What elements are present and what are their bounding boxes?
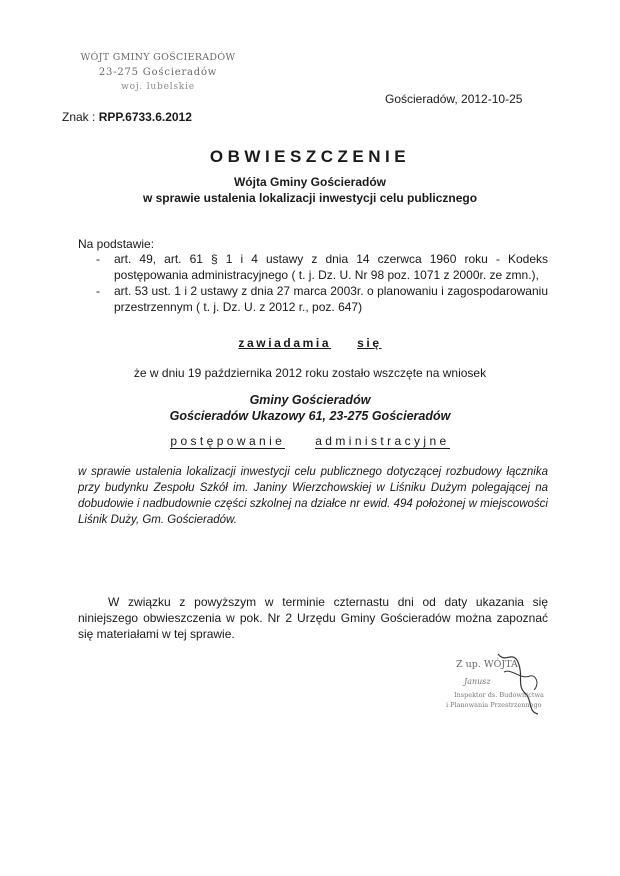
- investment-description: w sprawie ustalenia lokalizacji inwestycji celu publicznego dotyczącej rozbudowy łącznika przy budynku Zespołu Szkół im. Janiny Wierzchowskiej w Liśniku Dużym polegającej na dobudowie i nadbudownie części szkolnej na działce nr ewid. 494 położonej w miejscowości Liśnik Duży, Gm. Gościeradów.: [78, 466, 548, 526]
- signature-stamp-position: Inspektor ds. Budownictwa: [454, 691, 544, 699]
- notification-word-notifies: zawiadamia: [238, 336, 332, 350]
- legal-basis-item: [96, 251, 548, 283]
- document-subtitle-subject: w sprawie ustalenia lokalizacji inwestycji celu publicznego: [142, 191, 478, 205]
- reference: [62, 110, 192, 124]
- signature-stamp-name: Janusz: [464, 677, 491, 686]
- reference-label: Znak :: [62, 110, 96, 124]
- legal-basis-item: [96, 283, 548, 315]
- proceeding-heading: [0, 434, 620, 448]
- legal-basis-text: art. 49, art. 61 § 1 i 4 ustawy z dnia 14 czerwca 1960 roku - Kodeks postępowania administracyjnego ( t. j. Dz. U. Nr 98 poz. 1071 z 2000r. ze zmn.),: [114, 252, 548, 282]
- signature-stamp-authority: Z up. WÓJTA: [456, 659, 518, 670]
- stamp-line-region: woj. lubelskie: [121, 82, 195, 92]
- notification-heading: [0, 336, 620, 350]
- document-subtitle-issuer: Wójta Gminy Gościeradów: [233, 175, 387, 189]
- list-dash: -: [96, 284, 100, 298]
- notification-word-reflexive: się: [357, 336, 382, 350]
- reference-number: RPP.6733.6.2012: [98, 110, 192, 124]
- proceeding-started-text: że w dniu 19 października 2012 roku zostało wszczęte na wniosek: [133, 366, 487, 380]
- applicant-address: Gościeradów Ukazowy 61, 23-275 Gościeradów: [169, 409, 451, 423]
- stamp-line-office: WÓJT GMINY GOŚCIERADÓW: [80, 52, 236, 63]
- signature-stamp: [446, 650, 576, 720]
- applicant-name: Gminy Gościeradów: [249, 393, 371, 407]
- document-title: OBWIESZCZENIE: [209, 147, 411, 166]
- proceeding-word-administrative: administracyjne: [315, 434, 450, 448]
- office-stamp: [78, 50, 238, 95]
- legal-basis-list: [96, 251, 548, 315]
- proceeding-word-proceeding: postępowanie: [170, 434, 286, 448]
- list-dash: -: [96, 252, 100, 266]
- legal-basis-label: Na podstawie:: [78, 237, 155, 251]
- legal-basis-text: art. 53 ust. 1 i 2 ustawy z dnia 27 marca 2003r. o planowaniu i zagospodarowaniu przestrzennym ( t. j. Dz. U. z 2012 r., poz. 647): [114, 284, 548, 314]
- place-and-date: Gościeradów, 2012-10-25: [385, 92, 523, 106]
- consultation-notice: W związku z powyższym w terminie czternastu dni od daty ukazania się niniejszego obwieszczenia w pok. Nr 2 Urzędu Gminy Gościeradów można zapoznać się materiałami w tej sprawie.: [78, 595, 548, 641]
- signature-stamp-department: i Planowania Przestrzennego: [446, 701, 542, 709]
- stamp-line-address: 23-275 Gościeradów: [98, 67, 218, 78]
